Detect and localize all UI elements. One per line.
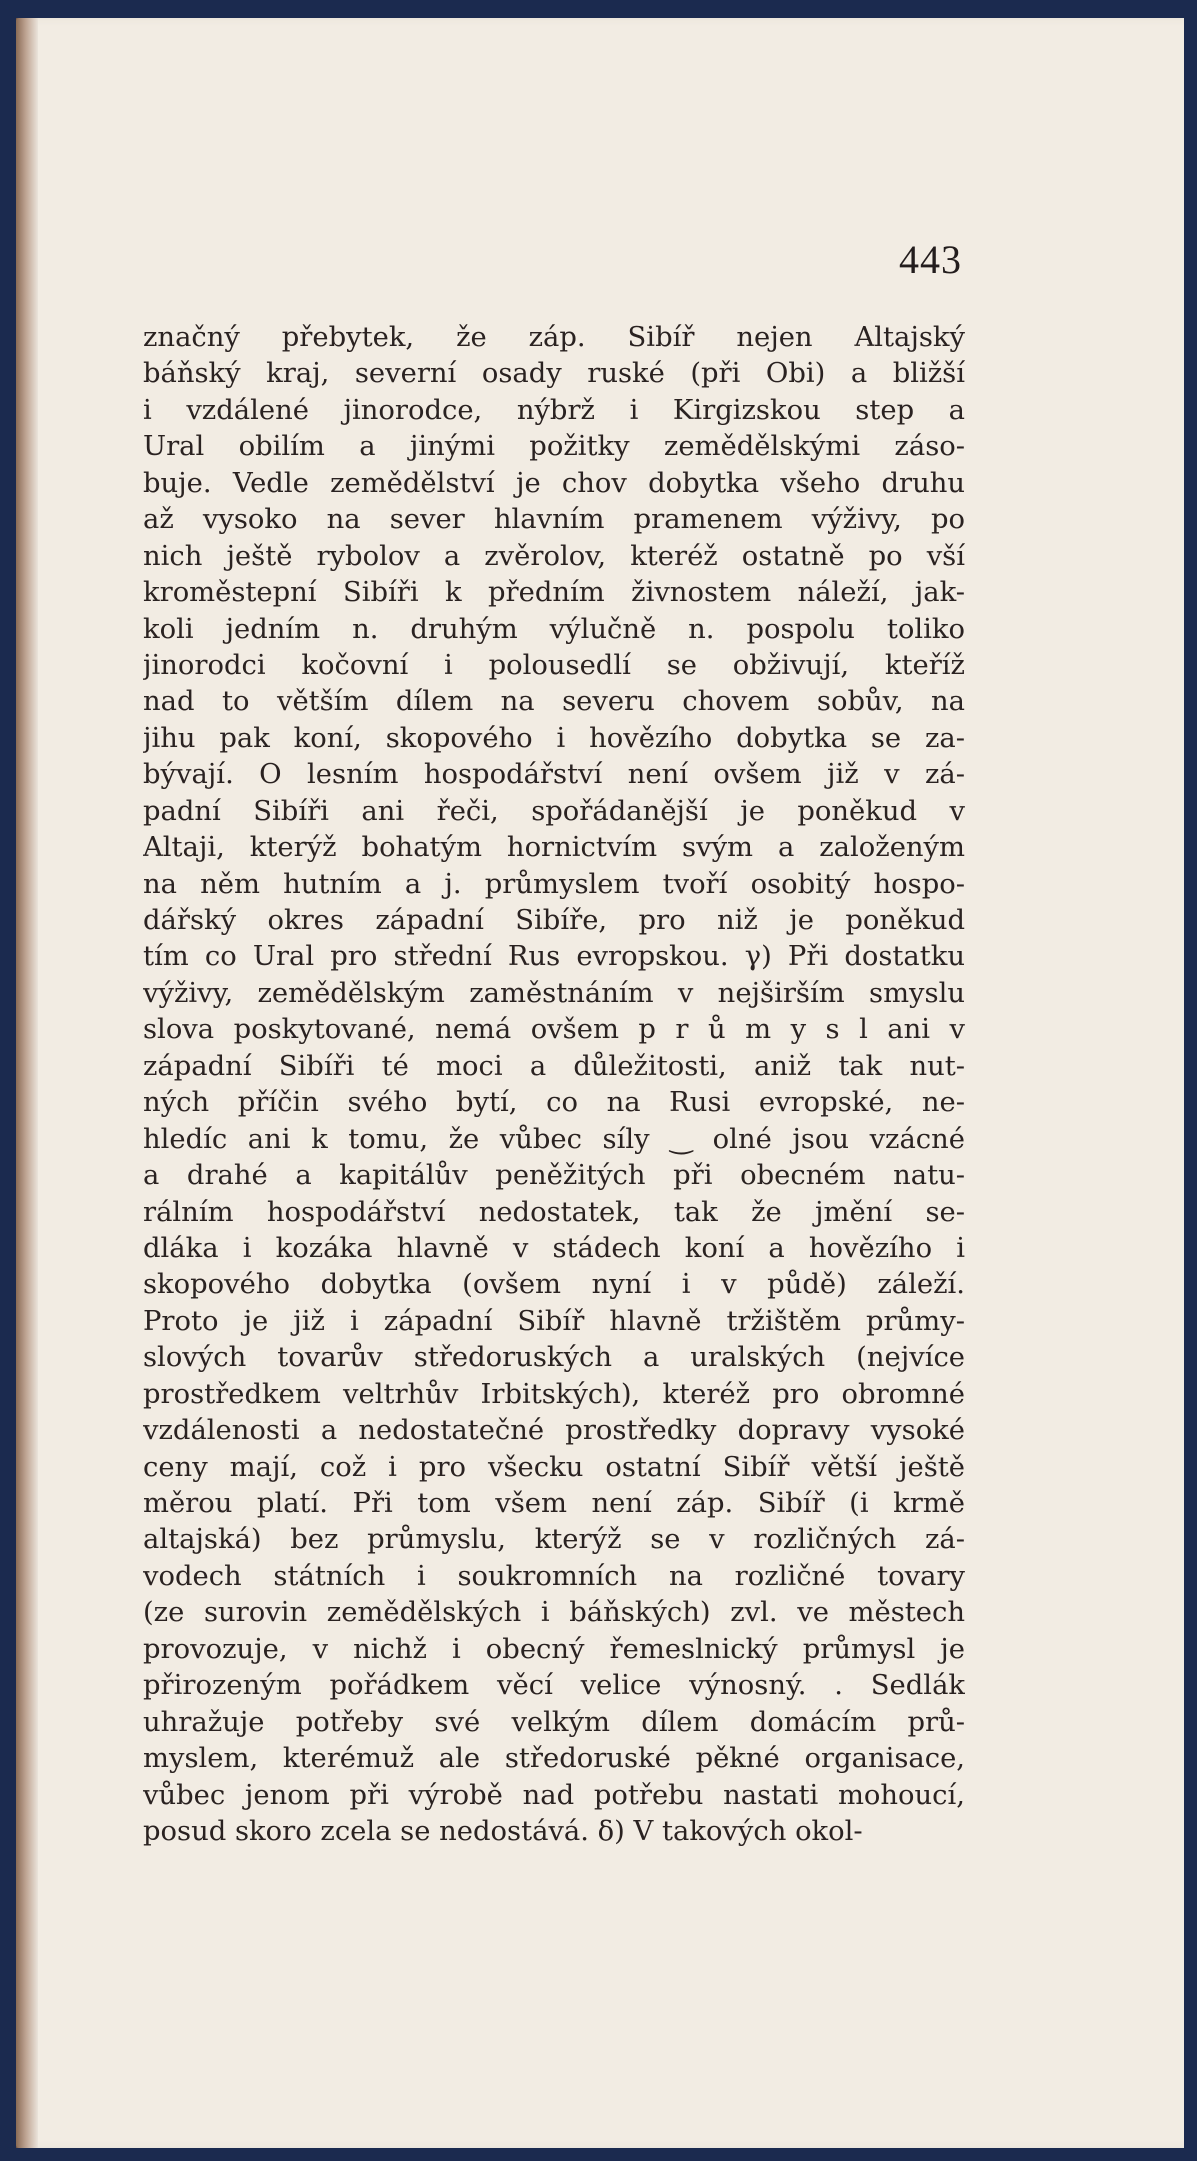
text-line: vůbec jenom při výrobě nad potřebu nastati mohoucí, <box>143 1779 965 1811</box>
text-line: padní Sibíři ani řeči, spořádanější je poněkud v <box>143 795 965 827</box>
text-line: Proto je již i západní Sibíř hlavně tržištěm průmy- <box>143 1305 965 1337</box>
text-line: dláka i kozáka hlavně v stádech koní a hovězího i <box>143 1232 965 1264</box>
text-line: myslem, kterémuž ale středoruské pěkné organisace, <box>143 1743 965 1775</box>
body-text <box>143 320 965 1850</box>
text-line: slových tovarův středoruských a uralských (nejvíce <box>143 1342 965 1374</box>
text-line: a drahé a kapitálův peněžitých při obecném natu- <box>143 1160 965 1192</box>
text-line: hledíc ani k tomu, že vůbec síly ‿ olné jsou vzácné <box>143 1123 965 1155</box>
text-line: rálním hospodářství nedostatek, tak že jmění se- <box>143 1196 965 1228</box>
text-line: i vzdálené jinorodce, nýbrž i Kirgizskou step a <box>143 394 965 426</box>
text-line: přirozeným pořádkem věcí velice výnosný. . Sedlák <box>143 1670 965 1702</box>
text-line: prostředkem veltrhův Irbitských), kteréž pro obromné <box>143 1378 965 1410</box>
text-line: na něm hutním a j. průmyslem tvoří osobitý hospo- <box>143 868 965 900</box>
text-line: Ural obilím a jinými požitky zemědělskými záso- <box>143 431 965 463</box>
text-line: báňský kraj, severní osady ruské (při Obi) a bližší <box>143 358 965 390</box>
page-gutter-shadow <box>16 18 38 2148</box>
text-line: Altaji, kterýž bohatým hornictvím svým a založeným <box>143 832 965 864</box>
text-line: vodech státních i soukromních na rozličné tovary <box>143 1560 965 1592</box>
text-line: nich ještě rybolov a zvěrolov, kteréž ostatně po vší <box>143 540 965 572</box>
text-line: uhražuje potřeby své velkým dílem domácím prů- <box>143 1706 965 1738</box>
text-line: dářský okres západní Sibíře, pro niž je poněkud <box>143 905 965 936</box>
page-number: 443 <box>899 237 962 282</box>
text-line: altajská) bez průmyslu, kterýž se v rozličných zá- <box>143 1524 965 1556</box>
text-line: koli jedním n. druhým výlučně n. pospolu toliko <box>143 613 965 645</box>
text-line: výživy, zemědělským zaměstnáním v nejširším smyslu <box>143 977 965 1009</box>
text-line: jinorodci kočovní i polousedlí se obživují, kteříž <box>143 649 965 681</box>
text-line: značný přebytek, že záp. Sibíř nejen Altajský <box>143 322 965 353</box>
text-line: ceny mají, což i pro všecku ostatní Sibíř větší ještě <box>143 1451 965 1483</box>
text-line: kroměstepní Sibíři k předním živnostem náleží, jak- <box>143 577 965 609</box>
text-line: ných příčin svého bytí, co na Rusi evropské, ne- <box>143 1087 965 1119</box>
text-line: měrou platí. Při tom všem není záp. Sibíř (i krmě <box>143 1488 965 1519</box>
text-line: nad to větším dílem na severu chovem sobův, na <box>143 686 965 718</box>
text-line: provozuje, v nichž i obecný řemeslnický průmysl je <box>143 1633 965 1665</box>
text-line: až vysoko na sever hlavním pramenem výživy, po <box>143 504 965 536</box>
text-line: vzdálenosti a nedostatečné prostředky dopravy vysoké <box>143 1415 965 1447</box>
text-line: (ze surovin zemědělských i báňských) zvl. ve městech <box>143 1597 965 1629</box>
text-line: jihu pak koní, skopového i hovězího dobytka se za- <box>143 722 965 754</box>
text-line: bývají. O lesním hospodářství není ovšem již v zá- <box>143 759 965 791</box>
text-line: buje. Vedle zemědělství je chov dobytka všeho druhu <box>143 467 965 499</box>
text-line: slova poskytované, nemá ovšem p r ů m y s l ani v <box>143 1014 965 1046</box>
text-line: skopového dobytka (ovšem nyní i v půdě) záleží. <box>143 1269 965 1301</box>
text-line: posud skoro zcela se nedostává. δ) V takových okol- <box>143 1815 863 1847</box>
text-line: západní Sibíři té moci a důležitosti, aniž tak nut- <box>143 1050 965 1082</box>
text-line: tím co Ural pro střední Rus evropskou. γ) Při dostatku <box>143 941 965 973</box>
